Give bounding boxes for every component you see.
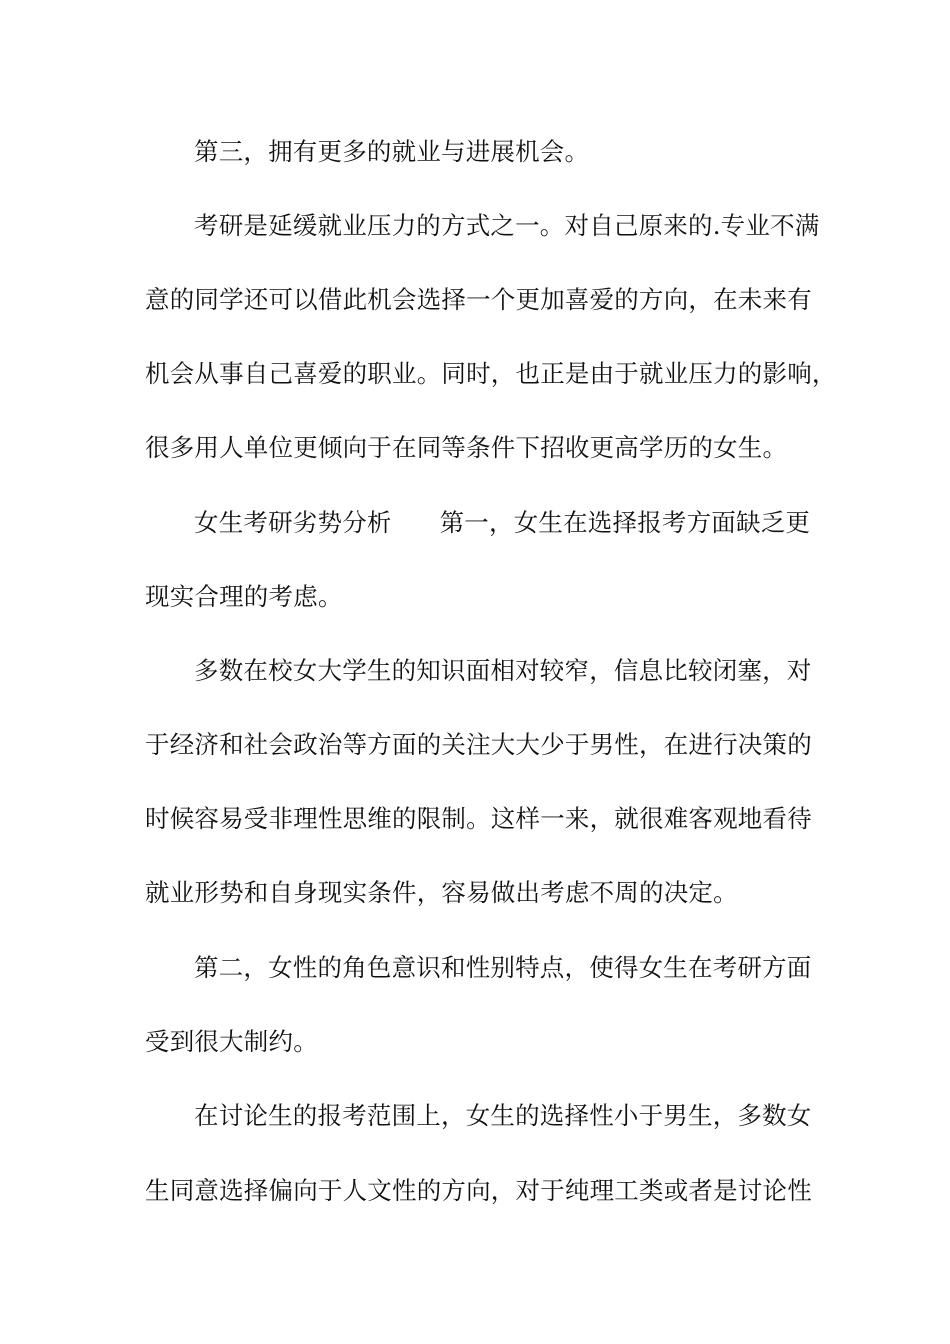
paragraph-line-11: 就业形势和自身现实条件，容易做出考虑不周的决定。: [145, 878, 738, 907]
section-heading: 女生考研劣势分析: [194, 508, 392, 537]
section-heading-line: [194, 508, 834, 538]
paragraph-line-5: 很多用人单位更倾向于在同等条件下招收更高学历的女生。: [145, 433, 788, 462]
paragraph-line-2: 考研是延缓就业压力的方式之一。对自己原来的.专业不满: [194, 211, 820, 240]
paragraph-line-14: 在讨论生的报考范围上，女生的选择性小于男生，多数女: [194, 1101, 812, 1130]
paragraph-line-9: 于经济和社会政治等方面的关注大大少于男性，在进行决策的: [145, 730, 812, 759]
paragraph-line-6: 第一，女生在选择报考方面缺乏更: [439, 508, 811, 537]
paragraph-line-3: 意的同学还可以借此机会选择一个更加喜爱的方向，在未来有: [145, 285, 812, 314]
paragraph-line-12: 第二，女性的角色意识和性别特点，使得女生在考研方面: [194, 953, 812, 982]
paragraph-line-13: 受到很大制约。: [145, 1027, 318, 1056]
paragraph-line-4: 机会从事自己喜爱的职业。同时，也正是由于就业压力的影响，: [145, 359, 837, 388]
paragraph-line-8: 多数在校女大学生的知识面相对较窄，信息比较闭塞，对: [194, 656, 812, 685]
paragraph-line-10: 时候容易受非理性思维的限制。这样一来，就很难客观地看待: [145, 804, 812, 833]
paragraph-line-1: 第三，拥有更多的就业与进展机会。: [194, 137, 590, 166]
paragraph-line-15: 生同意选择偏向于人文性的方向，对于纯理工类或者是讨论性: [145, 1176, 812, 1205]
paragraph-line-7: 现实合理的考虑。: [145, 582, 343, 611]
